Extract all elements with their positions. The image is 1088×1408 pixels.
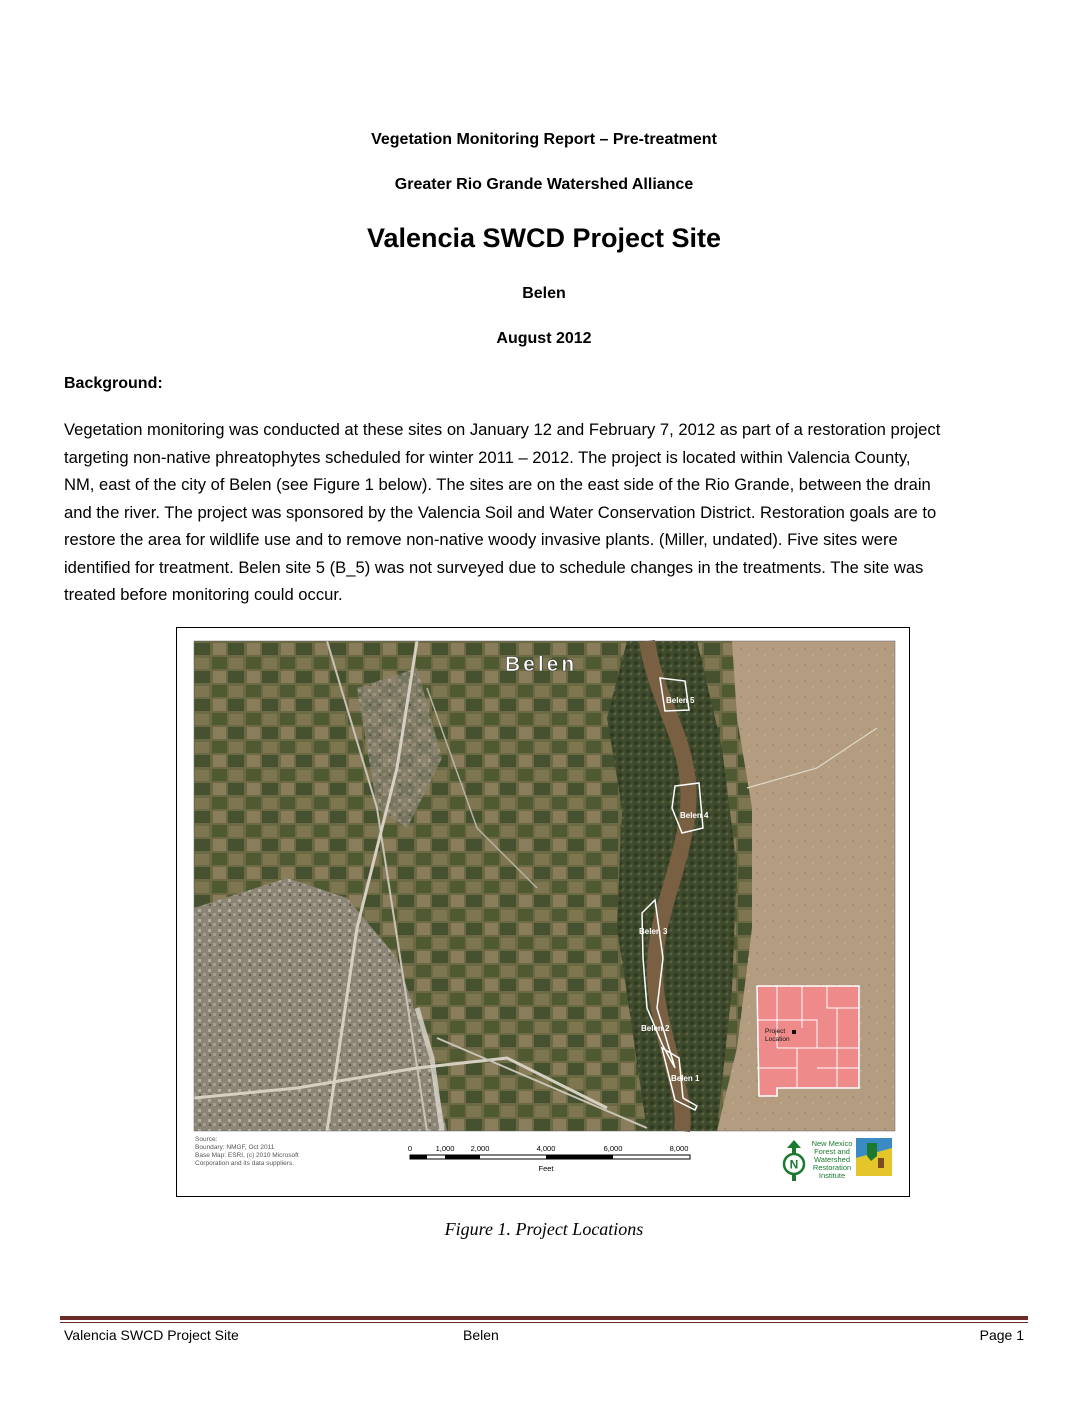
north-arrow-icon [787,1140,801,1148]
scale-tick: 0 [407,1144,413,1153]
footer-divider [60,1316,1028,1320]
scale-tick: 8,000 [669,1144,689,1153]
scale-tick: 1,000 [435,1144,455,1153]
logo-text: Institute [818,1171,846,1180]
logo-text: Forest and [814,1147,850,1156]
new-mexico-inset [757,986,859,1096]
logo-text: New Mexico [811,1139,853,1148]
source-line: Corporation and its data suppliers. [195,1160,295,1167]
aerial-map [177,628,908,1195]
logo-letter: N [789,1157,799,1172]
project-location-marker [792,1030,796,1034]
site-label-2: Belen 2 [641,1024,670,1033]
figure-1-map [176,627,910,1197]
inset-label-location: Location [765,1036,790,1043]
paragraph-line: and the river. The project was sponsored by the Valencia Soil and Water Conservation District. Restoration goals are to [64,502,937,522]
page-title: Valencia SWCD Project Site [366,223,722,253]
report-date: August 2012 [496,330,592,347]
report-type: Vegetation Monitoring Report – Pre-treatment [371,131,717,148]
source-line: Base Map: ESRI, (c) 2010 Microsoft [195,1152,299,1159]
figure-caption: Figure 1. Project Locations [444,1219,644,1239]
paragraph-line: treated before monitoring could occur. [64,585,343,604]
logo-text: Watershed [814,1155,850,1164]
source-line: Boundary: NMGF, Oct 2011 [195,1144,275,1151]
logo-text: Restoration [812,1163,852,1172]
nmfwri-logo [784,1138,892,1181]
map-imagery [194,641,895,1131]
background-heading: Background: [64,375,163,392]
scale-unit: Feet [538,1164,554,1173]
site-location: Belen [522,285,566,302]
source-line: Source: [195,1136,218,1143]
scale-tick: 6,000 [603,1144,623,1153]
footer-left: Valencia SWCD Project Site [64,1327,239,1343]
scale-tick: 2,000 [470,1144,490,1153]
site-label-3: Belen 3 [639,927,668,936]
paragraph-line: Vegetation monitoring was conducted at these sites on January 12 and February 7, 2012 as part of a restoration project [64,420,941,439]
footer-center: Belen [463,1327,499,1343]
scale-tick: 4,000 [536,1144,556,1153]
site-label-4: Belen 4 [680,811,709,820]
map-source [195,1136,299,1167]
paragraph-line: targeting non-native phreatophytes scheduled for winter 2011 – 2012. The project is located within Valencia County, [64,447,911,467]
footer-page-number: Page 1 [979,1327,1024,1343]
organization: Greater Rio Grande Watershed Alliance [394,176,694,193]
site-label-1: Belen 1 [671,1074,700,1083]
scale-bar [408,1144,690,1173]
background-paragraph [64,416,1024,609]
paragraph-line: restore the area for wildlife use and to remove non-native woody invasive plants. (Miller, undated). Five sites were [64,530,898,549]
paragraph-line: NM, east of the city of Belen (see Figure 1 below). The sites are on the east side of the Rio Grande, between the drain [64,475,931,494]
inset-label-project: Project [765,1028,786,1035]
map-title: Belen [505,653,578,676]
paragraph-line: identified for treatment. Belen site 5 (B_5) was not surveyed due to schedule changes in the treatments. The site was [64,557,924,577]
site-label-5: Belen 5 [666,696,695,705]
footer-divider-thin [60,1322,1028,1323]
